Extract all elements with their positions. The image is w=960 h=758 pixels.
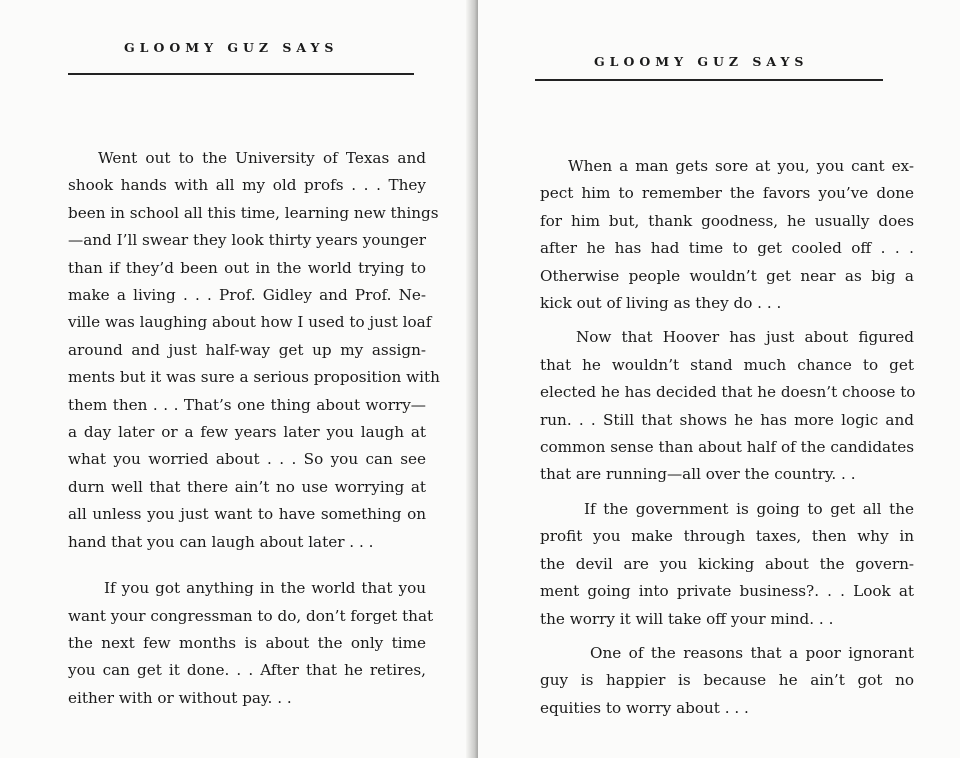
body-text [540, 153, 914, 722]
text-line: you can get it done. . . After that he retires, [68, 661, 426, 680]
text-line: profit you make through taxes, then why in [540, 527, 914, 546]
text-line: the next few months is about the only time [68, 633, 426, 652]
left-page [0, 0, 474, 758]
body-text [68, 145, 440, 712]
text-line: pect him to remember the favors you’ve done [540, 184, 914, 203]
text-line: ments but it was sure a serious proposition with [68, 368, 440, 387]
text-line: common sense than about half of the candidates [540, 438, 914, 457]
paragraph [540, 640, 914, 722]
text-line: around and just half-way get up my assign- [68, 340, 426, 359]
text-line: Went out to the University of Texas and [98, 149, 426, 167]
running-header: GLOOMY GUZ SAYS [124, 40, 339, 55]
text-line: for him but, thank goodness, he usually does [540, 211, 914, 230]
paragraph [540, 496, 914, 633]
paragraph [68, 575, 434, 712]
text-line: that are running—all over the country. . . [540, 465, 856, 484]
right-page [478, 0, 960, 758]
text-line: them then . . . That’s one thing about worry— [68, 395, 426, 414]
text-line: make a living . . . Prof. Gidley and Prof. Ne- [68, 286, 426, 305]
text-line: One of the reasons that a poor ignorant [590, 643, 914, 662]
text-line: a day later or a few years later you laugh at [68, 423, 426, 442]
text-line: all unless you just want to have something on [68, 505, 426, 524]
paragraph [540, 153, 914, 317]
text-line: ville was laughing about how I used to just loaf [68, 313, 432, 332]
text-line: than if they’d been out in the world trying to [68, 258, 426, 277]
text-line: elected he has decided that he doesn’t choose to [540, 383, 916, 402]
header-rule [68, 73, 414, 75]
text-line: equities to worry about . . . [540, 698, 749, 717]
text-line: that he wouldn’t stand much chance to get [540, 355, 914, 374]
text-line: Otherwise people wouldn’t get near as big a [540, 266, 914, 285]
text-line: want your congressman to do, don’t forget that [68, 606, 434, 625]
text-line: If the government is going to get all the [584, 499, 914, 518]
header-rule [535, 79, 883, 81]
running-header: GLOOMY GUZ SAYS [594, 54, 809, 69]
text-line: durn well that there ain’t no use worrying at [68, 477, 426, 496]
paragraph [540, 324, 914, 488]
text-line: ment going into private business?. . . Look at [540, 582, 914, 601]
text-line: the worry it will take off your mind. . . [540, 609, 834, 628]
text-line: Now that Hoover has just about figured [576, 328, 914, 347]
text-line: run. . . Still that shows he has more logic and [540, 410, 914, 429]
text-line: —and I’ll swear they look thirty years younger [68, 231, 426, 250]
text-line: When a man gets sore at you, you cant ex- [568, 157, 914, 175]
text-line: guy is happier is because he ain’t got no [540, 671, 914, 690]
text-line: kick out of living as they do . . . [540, 294, 782, 313]
text-line: hand that you can laugh about later . . . [68, 532, 374, 551]
text-line: after he has had time to get cooled off . . . [540, 239, 914, 258]
text-line: the devil are you kicking about the govern- [540, 554, 914, 573]
text-line: If you got anything in the world that you [104, 579, 426, 598]
text-line: been in school all this time, learning new things [68, 203, 439, 222]
text-line: what you worried about . . . So you can see [68, 450, 426, 469]
text-line: either with or without pay. . . [68, 688, 292, 707]
paragraph [68, 145, 440, 556]
text-line: shook hands with all my old profs . . . They [68, 176, 426, 195]
